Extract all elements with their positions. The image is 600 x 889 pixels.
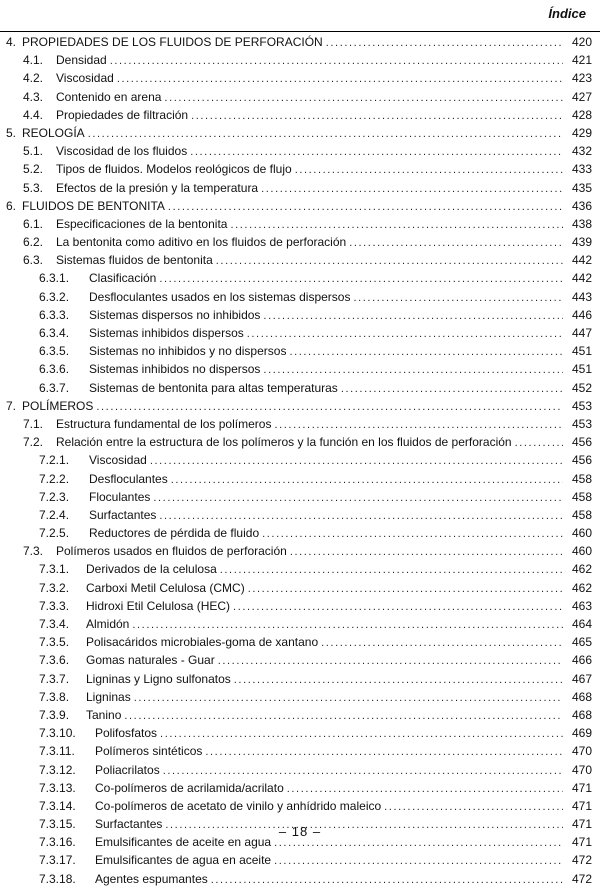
toc-entry-title: Desfloculantes usados en los sistemas dispersos: [89, 289, 351, 304]
dot-leader: [384, 798, 563, 816]
dot-leader: [287, 780, 563, 798]
toc-entry-number: 7.3.1.: [39, 562, 70, 577]
toc-entry: [0, 851, 600, 869]
toc-entry-page: 464: [571, 617, 592, 631]
toc-entry-number: 7.2.2.: [39, 471, 70, 486]
toc-entry-number: 7.3.: [23, 544, 44, 559]
toc-entry-page: 423: [571, 71, 592, 86]
toc-entry-page: 456: [571, 435, 592, 450]
toc-entry-page: 468: [571, 707, 592, 722]
toc-entry: [0, 106, 600, 124]
toc-entry-number: 6.3.2.: [39, 289, 70, 304]
toc-entry: [0, 397, 600, 415]
toc-entry-page: 453: [571, 416, 592, 431]
dot-leader: [216, 252, 563, 270]
toc-entry-title: Tipos de fluidos. Modelos reológicos de flujo: [56, 162, 292, 177]
header-rule: [0, 31, 600, 32]
toc-entry-number: 7.3.8.: [39, 689, 70, 704]
toc-entry-page: 471: [571, 835, 592, 850]
toc-entry-page: 460: [571, 544, 592, 559]
toc-entry-title: POLÍMEROS: [22, 398, 94, 413]
toc-entry: [0, 124, 600, 142]
toc-entry-page: 468: [571, 689, 592, 704]
toc-entry-title: Emulsificantes de aceite en agua: [95, 835, 272, 850]
toc-entry-page: 435: [571, 180, 592, 195]
toc-entry: [0, 142, 600, 160]
toc-entry-number: 6.3.1.: [39, 271, 70, 286]
toc-entry-page: 460: [571, 526, 592, 541]
toc-entry-number: 7.2.5.: [39, 526, 70, 541]
toc-entry-title: Poliacrilatos: [95, 762, 160, 777]
toc-entry: [0, 215, 600, 233]
dot-leader: [190, 143, 563, 161]
toc-entry-page: 443: [571, 289, 592, 304]
toc-entry-number: 7.3.10.: [39, 726, 76, 741]
toc-entry-number: 7.3.6.: [39, 653, 70, 668]
toc-entry-number: 7.3.2.: [39, 580, 70, 595]
toc-entry: [0, 324, 600, 342]
dot-leader: [163, 762, 563, 780]
toc-entry: [0, 506, 600, 524]
toc-entry-number: 7.3.14.: [39, 798, 76, 813]
toc-entry-number: 4.3.: [23, 89, 44, 104]
toc-entry-title: FLUIDOS DE BENTONITA: [22, 198, 165, 213]
toc-entry-title: Surfactantes: [95, 817, 163, 832]
toc-entry-title: Viscosidad de los fluidos: [56, 144, 188, 159]
dot-leader: [515, 434, 563, 452]
toc-entry-page: 439: [571, 235, 592, 250]
toc-entry: [0, 742, 600, 760]
dot-leader: [349, 234, 563, 252]
dot-leader: [159, 270, 563, 288]
toc-entry-page: 471: [571, 817, 592, 832]
toc-entry: [0, 342, 600, 360]
dot-leader: [171, 471, 563, 489]
toc-entry-page: 462: [571, 562, 592, 577]
toc-entry: [0, 524, 600, 542]
toc-entry-title: Ligninas: [86, 689, 131, 704]
toc-entry-number: 7.3.15.: [39, 817, 76, 832]
toc-entry-page: 456: [571, 453, 592, 468]
toc-entry: [0, 761, 600, 779]
toc-entry-page: 447: [571, 326, 592, 340]
toc-entry-title: Carboxi Metil Celulosa (CMC): [86, 580, 245, 595]
dot-leader: [150, 452, 563, 470]
toc-entry-number: 6.3.6.: [39, 362, 70, 377]
toc-entry: [0, 160, 600, 178]
toc-entry: [0, 797, 600, 815]
dot-leader: [295, 161, 563, 179]
toc-entry-title: Co-polímeros de acetato de vinilo y anhídrido maleico: [95, 798, 382, 813]
toc-entry: [0, 379, 600, 397]
dot-leader: [341, 380, 563, 398]
toc-entry: [0, 688, 600, 706]
toc-entry-title: Surfactantes: [89, 507, 157, 522]
toc-entry-title: Emulsificantes de agua en aceite: [95, 853, 272, 868]
toc-entry: [0, 633, 600, 651]
toc-entry-page: 446: [571, 307, 592, 322]
toc-entry-page: 451: [571, 362, 592, 377]
toc-entry-title: Estructura fundamental de los polímeros: [56, 416, 272, 431]
toc-entry-page: 451: [571, 344, 592, 359]
toc-entry: [0, 579, 600, 597]
toc-entry-page: 433: [571, 162, 592, 177]
dot-leader: [274, 852, 563, 870]
toc-entry-page: 453: [571, 398, 592, 413]
dot-leader: [290, 543, 563, 561]
dot-leader: [353, 289, 563, 307]
toc-entry: [0, 670, 600, 688]
toc-entry-number: 6.2.: [23, 235, 44, 250]
dot-leader: [168, 198, 563, 216]
toc-entry-title: La bentonita como aditivo en los fluidos de perforación: [56, 235, 347, 250]
toc-entry-number: 4.4.: [23, 107, 44, 122]
toc-entry-number: 7.3.11.: [39, 744, 75, 759]
toc-entry-number: 7.2.: [23, 435, 44, 450]
toc-entry-title: Densidad: [56, 53, 107, 68]
toc-entry-title: Polisacáridos microbiales-goma de xantano: [86, 635, 319, 650]
toc-entry-page: 421: [571, 53, 592, 68]
dot-leader: [321, 634, 563, 652]
section-header: Índice: [548, 6, 586, 21]
dot-leader: [218, 652, 563, 670]
toc-entry-title: Sistemas no inhibidos y no dispersos: [89, 344, 287, 359]
dot-leader: [160, 725, 563, 743]
toc-entry: [0, 251, 600, 269]
toc-entry: [0, 615, 600, 633]
toc-entry: [0, 88, 600, 106]
toc-entry-number: 7.3.13.: [39, 780, 76, 795]
dot-leader: [211, 871, 563, 889]
toc-entry: [0, 360, 600, 378]
toc-entry-page: 427: [571, 89, 592, 104]
dot-leader: [96, 398, 563, 416]
dot-leader: [88, 125, 563, 143]
toc-entry-number: 5.: [6, 125, 17, 140]
toc-entry-title: Agentes espumantes: [95, 871, 208, 886]
toc-entry-page: 467: [571, 671, 592, 686]
toc-entry-title: Relación entre la estructura de los polímeros y la función en los fluidos de perforación: [56, 435, 512, 450]
toc-entry: [0, 179, 600, 197]
toc-entry-number: 6.3.4.: [39, 326, 70, 340]
toc-entry-page: 429: [571, 125, 592, 140]
toc-entry-number: 5.1.: [23, 144, 44, 159]
toc-entry-number: 7.3.9.: [39, 707, 70, 722]
toc-entry-number: 6.: [6, 198, 17, 213]
toc-entry: [0, 560, 600, 578]
dot-leader: [159, 507, 563, 525]
toc-entry-title: Viscosidad: [56, 71, 114, 86]
toc-entry-title: Polímeros usados en fluidos de perforación: [56, 544, 287, 559]
toc-entry: [0, 197, 600, 215]
toc-entry-page: 438: [571, 216, 592, 231]
toc-entry-title: Ligninas y Ligno sulfonatos: [86, 671, 231, 686]
toc-entry: [0, 33, 600, 51]
dot-leader: [263, 307, 563, 325]
dot-leader: [134, 689, 563, 707]
page-number: – 18 –: [278, 824, 322, 839]
toc-entry-page: 436: [571, 198, 592, 213]
toc-entry-number: 7.1.: [23, 416, 44, 431]
toc-entry-page: 470: [571, 762, 592, 777]
toc-entry-title: Almidón: [86, 617, 130, 631]
toc-entry-number: 4.2.: [23, 71, 44, 86]
toc-entry-title: Efectos de la presión y la temperatura: [56, 180, 259, 195]
toc-entry-number: 7.3.17.: [39, 853, 76, 868]
toc-entry-number: 6.3.: [23, 253, 44, 268]
toc-entry: [0, 288, 600, 306]
dot-leader: [234, 671, 563, 689]
toc-entry-title: Tanino: [86, 707, 122, 722]
dot-leader: [205, 743, 563, 761]
toc-entry-page: 472: [571, 871, 592, 886]
toc-entry: [0, 69, 600, 87]
dot-leader: [110, 52, 563, 70]
toc-entry-title: Propiedades de filtración: [56, 107, 189, 122]
toc-entry-title: Hidroxi Etil Celulosa (HEC): [86, 598, 231, 613]
toc-entry-title: Especificaciones de la bentonita: [56, 216, 228, 231]
toc-entry-page: 452: [571, 380, 592, 395]
toc-entry: [0, 470, 600, 488]
dot-leader: [261, 180, 563, 198]
toc-entry-title: REOLOGÍA: [22, 125, 85, 140]
toc-entry: [0, 542, 600, 560]
toc-entry: [0, 306, 600, 324]
toc-entry-page: 471: [571, 780, 592, 795]
toc-entry-page: 470: [571, 744, 592, 759]
toc-entry-page: 463: [571, 598, 592, 613]
toc-entry: [0, 415, 600, 433]
toc-entry-title: Sistemas de bentonita para altas temperaturas: [89, 380, 338, 395]
toc-entry: [0, 779, 600, 797]
toc-entry: [0, 233, 600, 251]
dot-leader: [274, 416, 563, 434]
toc-entry-title: Polifosfatos: [95, 726, 158, 741]
toc-entry-page: 466: [571, 653, 592, 668]
table-of-contents: [0, 33, 600, 888]
dot-leader: [164, 89, 563, 107]
toc-entry-number: 7.2.4.: [39, 507, 70, 522]
toc-entry: [0, 433, 600, 451]
toc-entry-number: 7.3.3.: [39, 598, 70, 613]
toc-entry-number: 7.: [6, 398, 17, 413]
toc-entry: [0, 724, 600, 742]
toc-entry-title: Sistemas dispersos no inhibidos: [89, 307, 261, 322]
toc-entry-title: Floculantes: [89, 489, 151, 504]
toc-entry-number: 7.3.16.: [39, 835, 76, 850]
toc-entry: [0, 51, 600, 69]
toc-entry-page: 442: [571, 271, 592, 286]
toc-entry-number: 6.1.: [23, 216, 44, 231]
dot-leader: [262, 525, 563, 543]
toc-entry-number: 5.3.: [23, 180, 44, 195]
toc-entry-page: 428: [571, 107, 592, 122]
toc-entry-page: 471: [571, 798, 592, 813]
dot-leader: [247, 325, 563, 343]
toc-entry-title: Derivados de la celulosa: [86, 562, 217, 577]
toc-entry-page: 442: [571, 253, 592, 268]
dot-leader: [117, 70, 563, 88]
dot-leader: [153, 489, 563, 507]
toc-entry-page: 472: [571, 853, 592, 868]
toc-entry: [0, 269, 600, 287]
toc-entry-title: Polímeros sintéticos: [95, 744, 203, 759]
toc-entry-number: 5.2.: [23, 162, 44, 177]
dot-leader: [191, 107, 563, 125]
toc-entry-title: Clasificación: [89, 271, 157, 286]
toc-entry: [0, 651, 600, 669]
toc-entry-page: 458: [571, 489, 592, 504]
toc-entry-page: 458: [571, 507, 592, 522]
dot-leader: [326, 34, 563, 52]
toc-entry-title: Gomas naturales - Guar: [86, 653, 215, 668]
toc-entry: [0, 488, 600, 506]
toc-entry-page: 465: [571, 635, 592, 650]
toc-entry-number: 7.3.7.: [39, 671, 70, 686]
toc-entry-number: 4.: [6, 35, 17, 49]
dot-leader: [132, 616, 563, 634]
toc-entry-number: 7.2.3.: [39, 489, 70, 504]
dot-leader: [289, 343, 563, 361]
toc-entry: [0, 597, 600, 615]
toc-entry-page: 469: [571, 726, 592, 741]
toc-entry: [0, 451, 600, 469]
dot-leader: [248, 580, 563, 598]
toc-entry-number: 6.3.3.: [39, 307, 70, 322]
dot-leader: [233, 598, 563, 616]
toc-entry-title: Reductores de pérdida de fluido: [89, 526, 260, 541]
toc-entry-number: 4.1.: [23, 53, 44, 68]
toc-entry-title: Sistemas inhibidos dispersos: [89, 326, 244, 340]
toc-entry-page: 458: [571, 471, 592, 486]
toc-entry-title: Sistemas fluidos de bentonita: [56, 253, 213, 268]
toc-entry-page: 462: [571, 580, 592, 595]
toc-entry-title: Desfloculantes: [89, 471, 168, 486]
toc-entry-title: Co-polímeros de acrilamida/acrilato: [95, 780, 284, 795]
dot-leader: [230, 216, 563, 234]
toc-entry-page: 432: [571, 144, 592, 159]
toc-entry-number: 7.3.18.: [39, 871, 76, 886]
toc-entry: [0, 870, 600, 888]
toc-entry-title: PROPIEDADES DE LOS FLUIDOS DE PERFORACIÓN: [22, 35, 323, 49]
toc-entry-title: Contenido en arena: [56, 89, 162, 104]
toc-entry-number: 7.3.4.: [39, 617, 70, 631]
toc-entry-number: 6.3.7.: [39, 380, 70, 395]
toc-entry-title: Sistemas inhibidos no dispersos: [89, 362, 261, 377]
dot-leader: [263, 361, 563, 379]
toc-entry-number: 6.3.5.: [39, 344, 70, 359]
toc-entry-title: Viscosidad: [89, 453, 147, 468]
dot-leader: [124, 707, 563, 725]
toc-entry-number: 7.2.1.: [39, 453, 70, 468]
toc-entry-page: 420: [571, 35, 592, 49]
dot-leader: [220, 561, 563, 579]
toc-entry: [0, 706, 600, 724]
toc-entry-number: 7.3.5.: [39, 635, 70, 650]
toc-entry-number: 7.3.12.: [39, 762, 76, 777]
